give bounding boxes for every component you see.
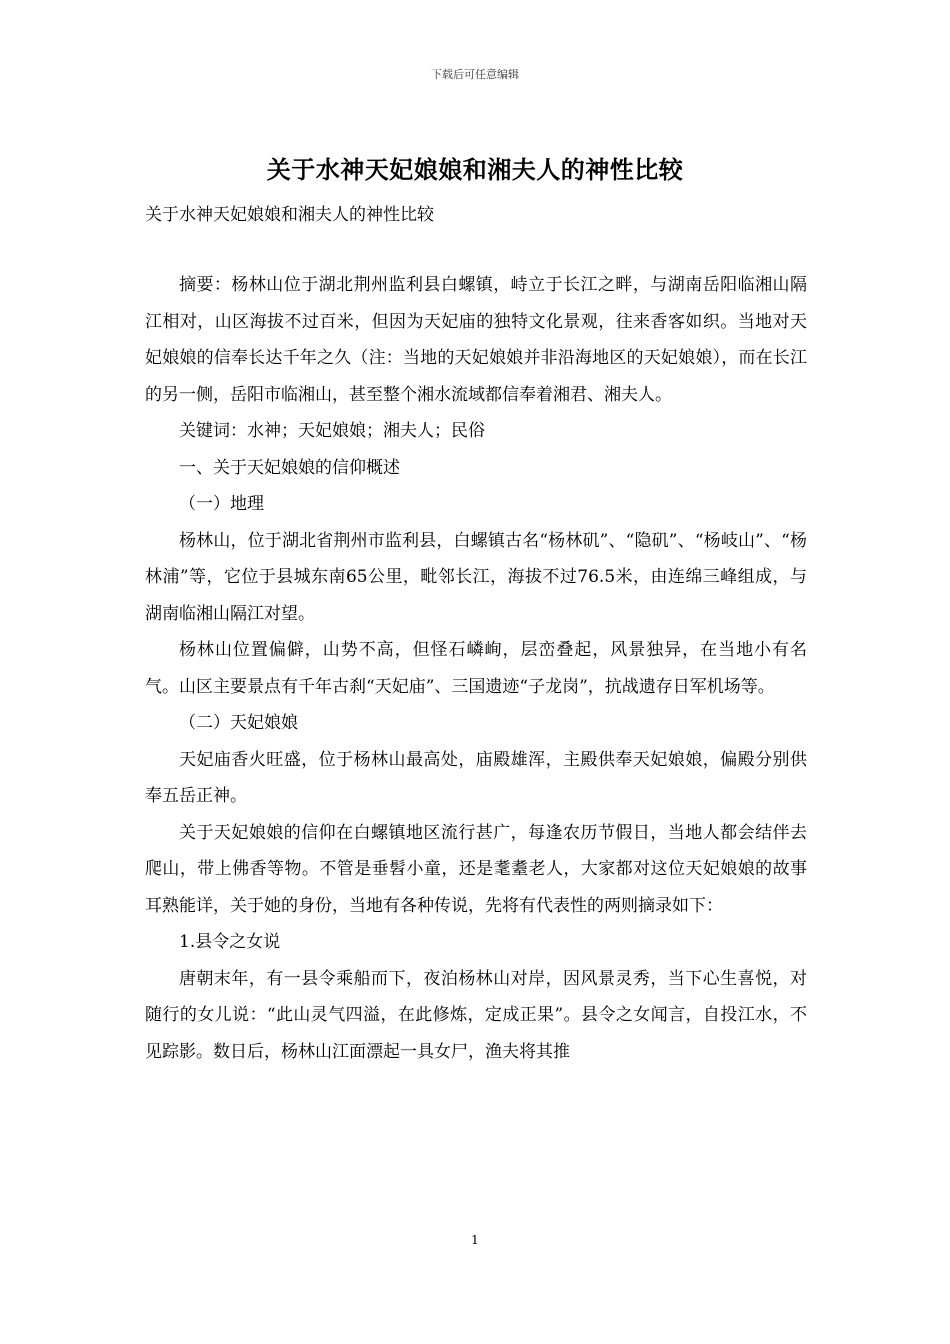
document-subtitle: 关于水神天妃娘娘和湘夫人的神性比较: [145, 205, 434, 225]
document-title: 关于水神天妃娘娘和湘夫人的神性比较: [266, 155, 684, 184]
section-heading: 一、关于天妃娘娘的信仰概述: [179, 457, 400, 478]
page-number: 1: [471, 1233, 479, 1247]
abstract-paragraph: 摘要：杨林山位于湖北荆州监利县白螺镇，峙立于长江之畔，与湖南岳阳临湘山隔江相对，山区海拔不过百米，但因为天妃庙的独特文化景观，往来香客如织。当地对天妃娘娘的信奉长达千年之久（注：当地的天妃娘娘并非沿海地区的天妃娘娘），而在长江的另一侧，岳阳市临湘山，甚至整个湘水流域都信奉着湘君、湘夫人。: [145, 275, 807, 405]
body-paragraph: 杨林山，位于湖北省荆州市监利县，白螺镇古名“杨林矶”、“隐矶”、“杨岐山”、“杨林浦”等，它位于县城东南65公里，毗邻长江，海拔不过76.5米，由连绵三峰组成，与湖南临湘山隔江对望。: [145, 530, 807, 624]
page-header: 下载后可任意编辑: [431, 68, 519, 81]
body-paragraph: 天妃庙香火旺盛，位于杨林山最高处，庙殿雄浑，主殿供奉天妃娘娘，偏殿分别供奉五岳正神。: [145, 749, 807, 806]
document-body: [145, 267, 807, 1070]
subsection-heading: （二）天妃娘娘: [179, 713, 298, 733]
subsection-heading: （一）地理: [179, 494, 264, 514]
body-paragraph: 杨林山位置偏僻，山势不高，但怪石嶙峋，层峦叠起，风景独异，在当地小有名气。山区主要景点有千年古刹“天妃庙”、三国遗迹“子龙岗”，抗战遗存日军机场等。: [145, 640, 807, 697]
body-paragraph: 关于天妃娘娘的信仰在白螺镇地区流行甚广，每逢农历节假日，当地人都会结伴去爬山，带上佛香等物。不管是垂髫小童，还是耄耋老人，大家都对这位天妃娘娘的故事耳熟能详，关于她的身份，当地有各种传说，先将有代表性的两则摘录如下：: [145, 822, 807, 916]
keywords-paragraph: 关键词：水神；天妃娘娘；湘夫人；民俗: [179, 421, 485, 441]
body-paragraph: 唐朝末年，有一县令乘船而下，夜泊杨林山对岸，因风景灵秀，当下心生喜悦，对随行的女儿说：“此山灵气四溢，在此修炼，定成正果”。县令之女闻言，自投江水，不见踪影。数日后，杨林山江面漂起一具女尸，渔夫将其推: [145, 968, 807, 1062]
list-heading: 1.县令之女说: [179, 932, 281, 952]
